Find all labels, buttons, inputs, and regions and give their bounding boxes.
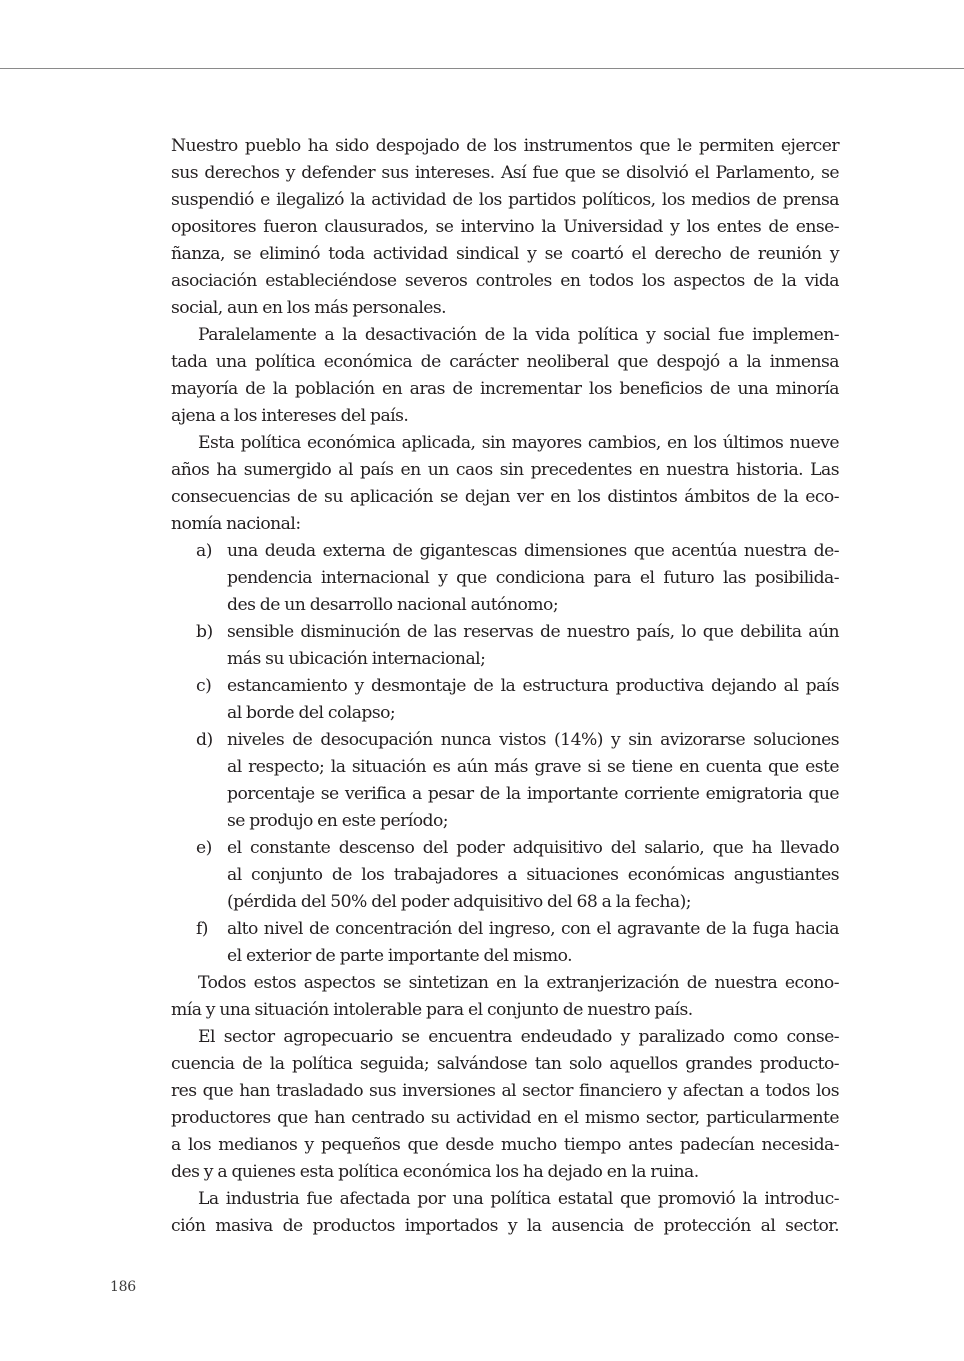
text-line: opositores fueron clausurados, se intervino la Universidad y los entes de ense- xyxy=(171,217,839,237)
text-line: res que han trasladado sus inversiones al sector financiero y afectan a todos los xyxy=(171,1081,839,1101)
text-line: al respecto; la situación es aún más grave si se tiene en cuenta que este xyxy=(227,757,839,777)
list-marker: d) xyxy=(196,730,213,750)
text-line: mayoría de la población en aras de incrementar los beneficios de una minoría xyxy=(171,379,839,399)
text-line: el constante descenso del poder adquisitivo del salario, que ha llevado xyxy=(227,838,839,858)
list-item xyxy=(171,619,839,673)
list-item xyxy=(171,727,839,835)
consequences-list xyxy=(171,538,839,970)
text-line: des y a quienes esta política económica los ha dejado en la ruina. xyxy=(171,1162,699,1182)
list-item xyxy=(171,673,839,727)
paragraph-2 xyxy=(171,322,839,430)
text-line: suspendió e ilegalizó la actividad de los partidos políticos, los medios de prensa xyxy=(171,190,839,210)
text-line: años ha sumergido al país en un caos sin precedentes en nuestra historia. Las xyxy=(171,460,839,480)
text-line: (pérdida del 50% del poder adquisitivo del 68 a la fecha); xyxy=(227,892,691,912)
paragraph-6 xyxy=(171,1186,839,1240)
text-line: asociación estableciéndose severos controles en todos los aspectos de la vida xyxy=(171,271,839,291)
text-line: cuencia de la política seguida; salvándose tan solo aquellos grandes producto- xyxy=(171,1054,839,1074)
list-item xyxy=(171,835,839,916)
text-line: ñanza, se eliminó toda actividad sindical y se coartó el derecho de reunión y xyxy=(171,244,839,264)
body-text xyxy=(171,133,839,1240)
text-line: mía y una situación intolerable para el conjunto de nuestro país. xyxy=(171,1000,693,1020)
paragraph-3 xyxy=(171,430,839,538)
text-line: alto nivel de concentración del ingreso, con el agravante de la fuga hacia xyxy=(227,919,839,939)
text-line: El sector agropecuario se encuentra endeudado y paralizado como conse- xyxy=(198,1027,839,1047)
list-marker: b) xyxy=(196,622,213,642)
text-line: social, aun en los más personales. xyxy=(171,298,447,318)
paragraph-1 xyxy=(171,133,839,322)
page-number: 186 xyxy=(110,1279,136,1295)
text-line: nomía nacional: xyxy=(171,514,301,534)
text-line: más su ubicación internacional; xyxy=(227,649,486,669)
text-line: La industria fue afectada por una política estatal que promovió la introduc- xyxy=(198,1189,839,1209)
text-line: sensible disminución de las reservas de nuestro país, lo que debilita aún xyxy=(227,622,839,642)
text-line: Esta política económica aplicada, sin mayores cambios, en los últimos nueve xyxy=(198,433,839,453)
text-line: tada una política económica de carácter neoliberal que despojó a la inmensa xyxy=(171,352,839,372)
header-rule xyxy=(0,68,964,69)
text-line: sus derechos y defender sus intereses. Así fue que se disolvió el Parlamento, se xyxy=(171,163,839,183)
paragraph-4 xyxy=(171,970,839,1024)
text-line: a los medianos y pequeños que desde mucho tiempo antes padecían necesida- xyxy=(171,1135,839,1155)
list-marker: e) xyxy=(196,838,212,858)
text-line: productores que han centrado su actividad en el mismo sector, particularmente xyxy=(171,1108,839,1128)
text-line: Paralelamente a la desactivación de la vida política y social fue implemen- xyxy=(198,325,839,345)
text-line: consecuencias de su aplicación se dejan ver en los distintos ámbitos de la eco- xyxy=(171,487,839,507)
list-item xyxy=(171,538,839,619)
list-marker: c) xyxy=(196,676,212,696)
paragraph-5 xyxy=(171,1024,839,1186)
text-line: pendencia internacional y que condiciona para el futuro las posibilida- xyxy=(227,568,839,588)
text-line: niveles de desocupación nunca vistos (14%) y sin avizorarse soluciones xyxy=(227,730,839,750)
text-line: ajena a los intereses del país. xyxy=(171,406,409,426)
text-line: se produjo en este período; xyxy=(227,811,448,831)
text-line: des de un desarrollo nacional autónomo; xyxy=(227,595,559,615)
list-item xyxy=(171,916,839,970)
text-line: una deuda externa de gigantescas dimensiones que acentúa nuestra de- xyxy=(227,541,839,561)
text-line: estancamiento y desmontaje de la estructura productiva dejando al país xyxy=(227,676,839,696)
list-marker: f) xyxy=(196,919,208,939)
text-line: al borde del colapso; xyxy=(227,703,396,723)
text-line: porcentaje se verifica a pesar de la importante corriente emigratoria que xyxy=(227,784,839,804)
text-line: Nuestro pueblo ha sido despojado de los instrumentos que le permiten ejercer xyxy=(171,136,839,156)
text-line: al conjunto de los trabajadores a situaciones económicas angustiantes xyxy=(227,865,839,885)
text-line: Todos estos aspectos se sintetizan en la extranjerización de nuestra econo- xyxy=(198,973,839,993)
text-line: el exterior de parte importante del mismo. xyxy=(227,946,573,966)
text-line: ción masiva de productos importados y la ausencia de protección al sector. xyxy=(171,1216,839,1236)
list-marker: a) xyxy=(196,541,212,561)
